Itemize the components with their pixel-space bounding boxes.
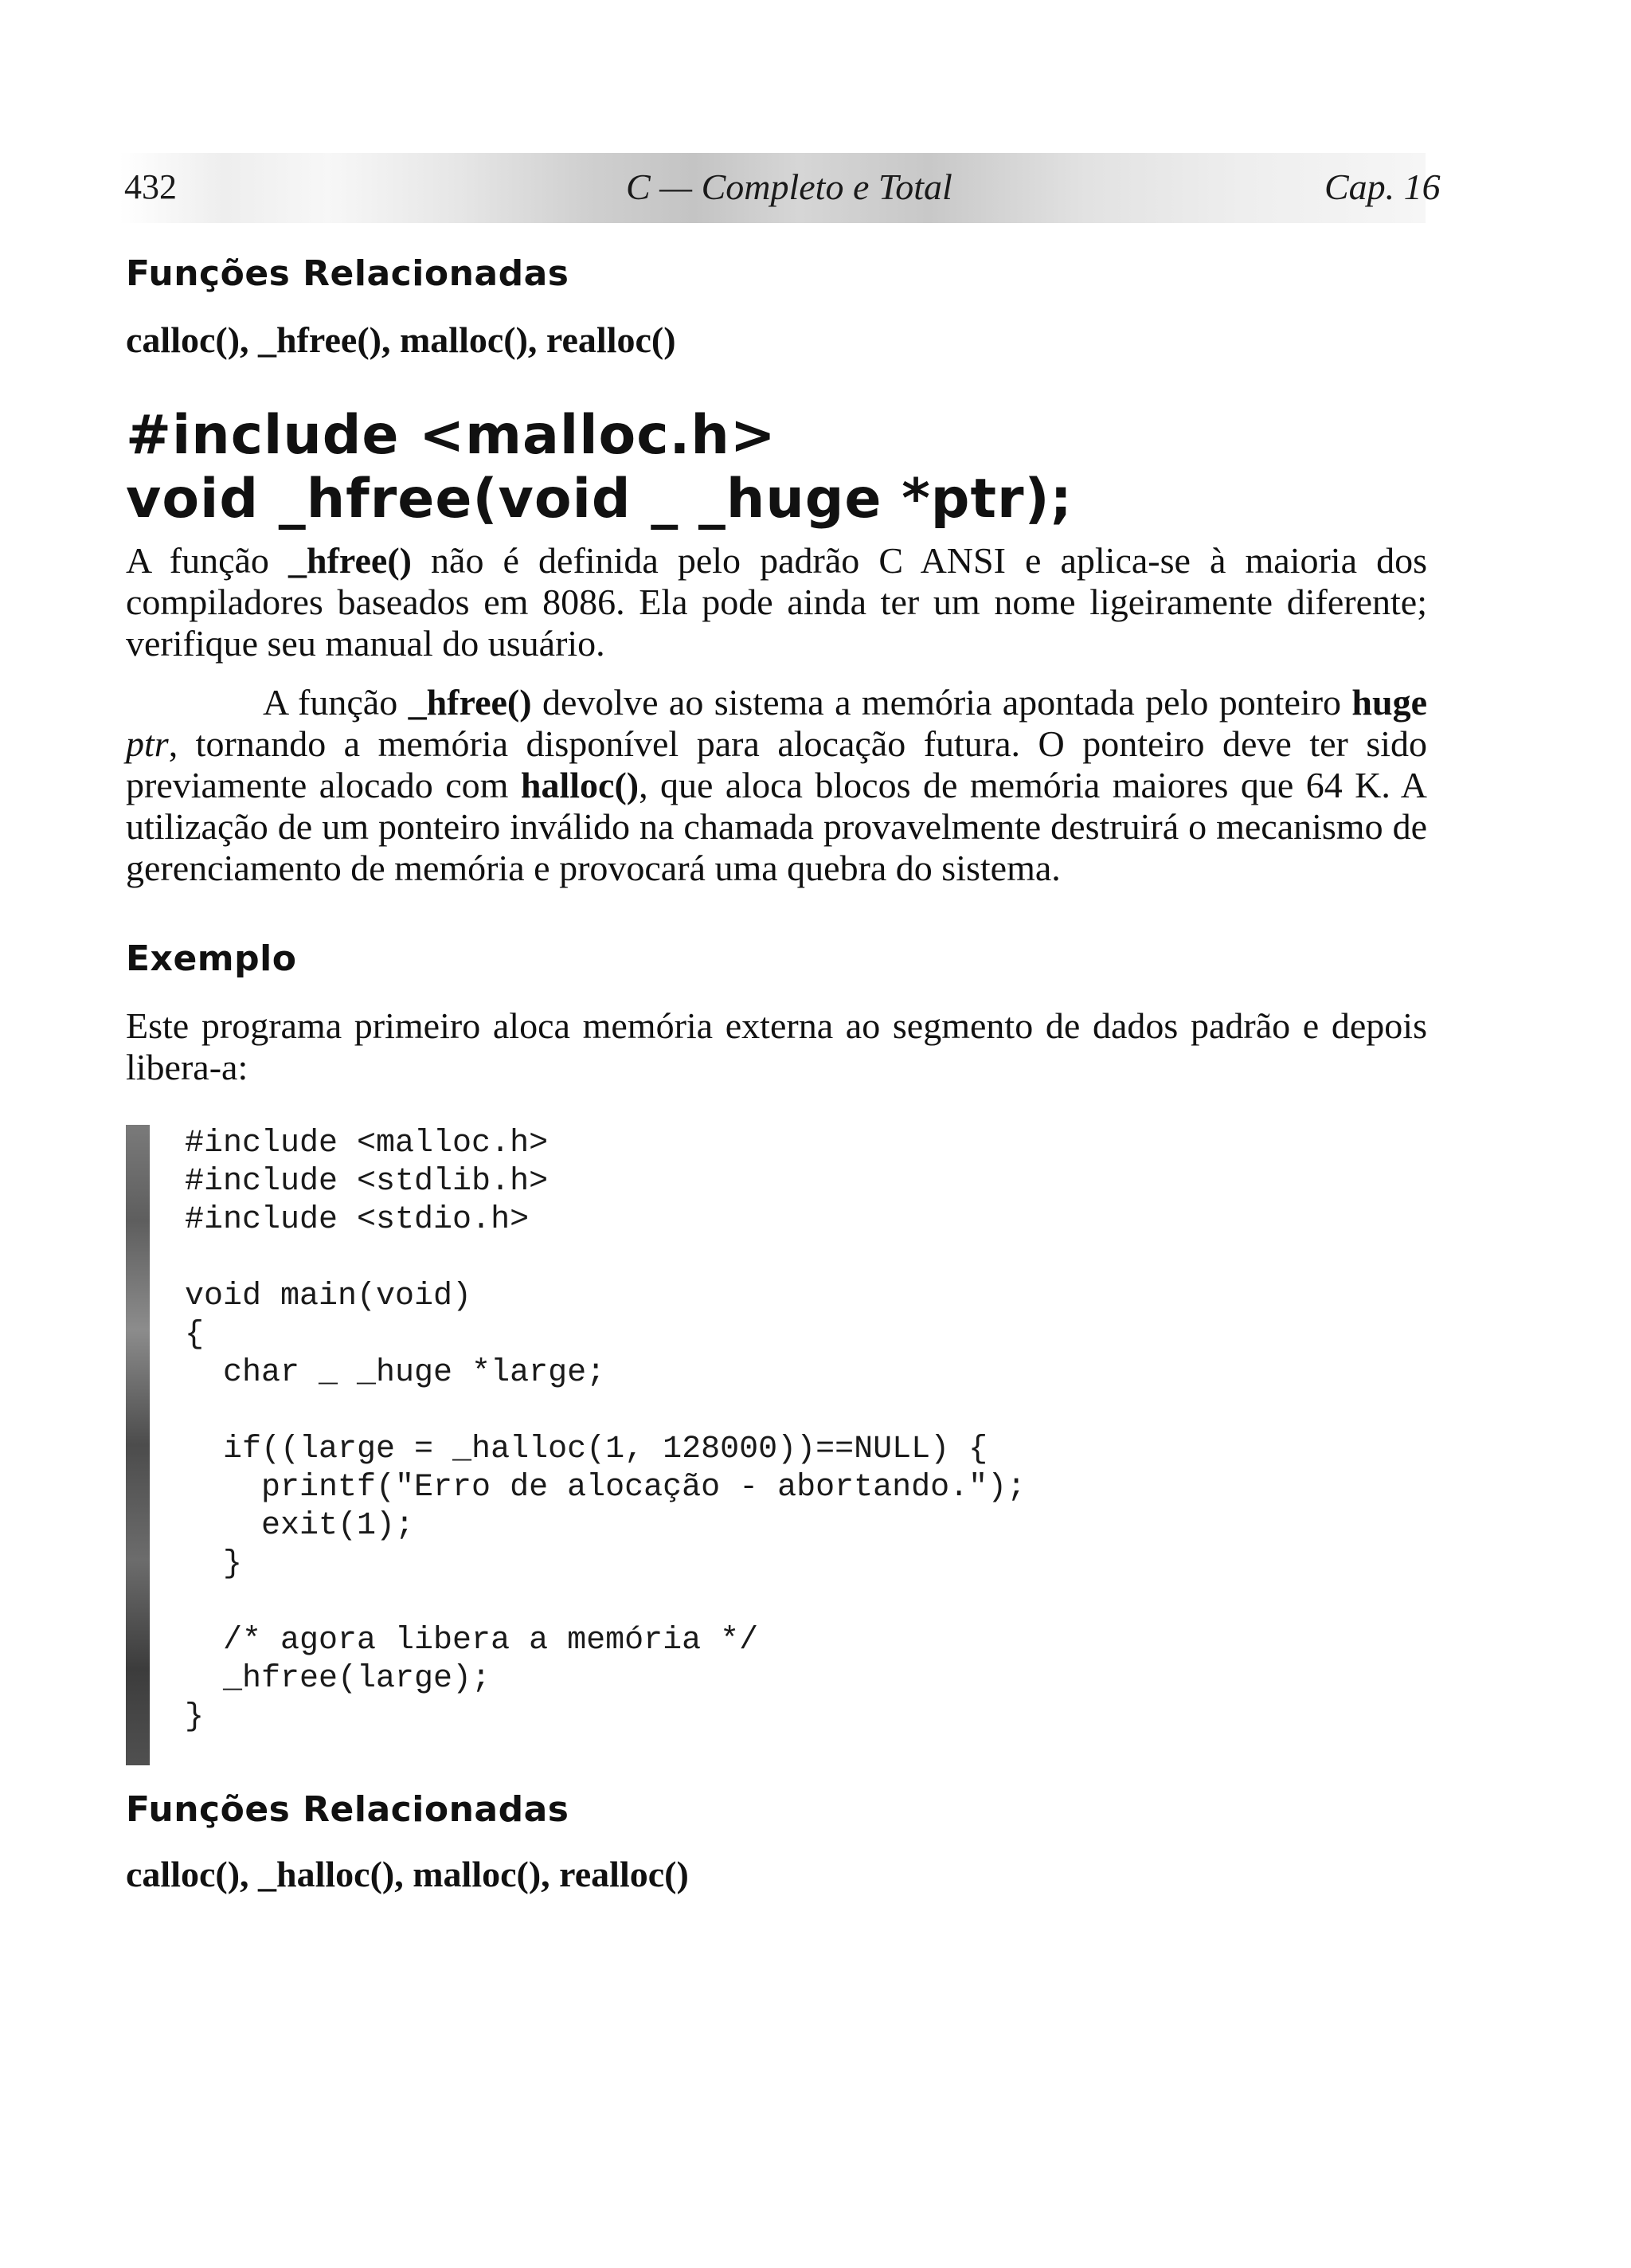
related-functions-list: calloc(), _hfree(), malloc(), realloc() <box>126 319 676 360</box>
keyword: huge <box>1351 682 1427 723</box>
example-heading: Exemplo <box>126 938 297 979</box>
include-directive: #include <malloc.h> <box>126 404 776 467</box>
function-name: halloc() <box>520 765 639 805</box>
related-functions-heading: Funções Relacionadas <box>126 253 569 294</box>
parameter-name: ptr <box>126 723 169 764</box>
chapter-label: Cap. 16 <box>1324 166 1441 207</box>
code-listing: #include <malloc.h> #include <stdlib.h> #include <stdio.h> void main(void) { char _ _huge *large; if((large = _halloc(1, 128000))==NULL) { printf("Erro de alocação - abortando."); exit(1); } /* agora libera a memória */ _hfree(large); } <box>185 1126 1027 1735</box>
code-margin-bar <box>126 1125 150 1765</box>
function-prototype: void _hfree(void _ _huge *ptr); <box>126 468 1073 531</box>
example-intro: Este programa primeiro aloca memória externa ao segmento de dados padrão e depois libera-a: <box>126 1005 1427 1087</box>
description-paragraph-1: A função _hfree() não é definida pelo padrão C ANSI e aplica-se à maioria dos compiladores baseados em 8086. Ela pode ainda ter um nome ligeiramente diferente; verifique seu manual do usuário. <box>126 540 1427 664</box>
function-name: _hfree() <box>288 540 412 581</box>
book-title: C — Completo e Total <box>626 166 952 207</box>
related-functions-list: calloc(), _halloc(), malloc(), realloc() <box>126 1854 689 1894</box>
page-number: 432 <box>124 167 177 206</box>
description-paragraph-2: A função _hfree() devolve ao sistema a memória apontada pelo ponteiro huge ptr, tornando a memória disponível para alocação futura. O ponteiro deve ter sido previamente alocado com halloc(), que aloca blocos de memória maiores que 64 K. A utilização de um ponteiro inválido na chamada provavelmente destruirá o mecanismo de gerenciamento de memória e provocará uma quebra do sistema. <box>126 682 1427 888</box>
related-functions-heading: Funções Relacionadas <box>126 1789 569 1830</box>
function-name: _hfree() <box>408 682 532 723</box>
